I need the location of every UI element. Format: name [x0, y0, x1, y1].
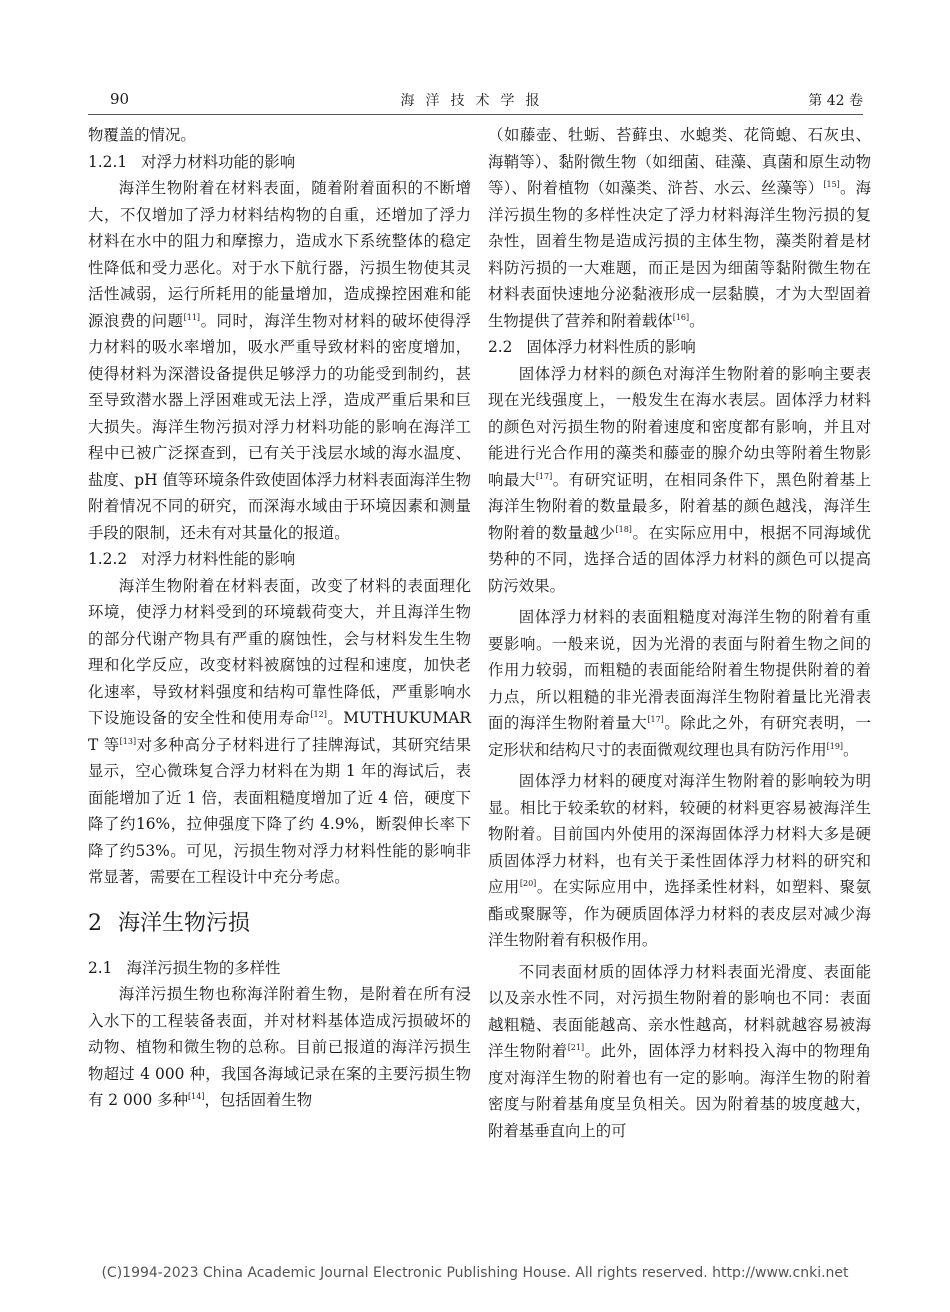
citation: [12] [310, 710, 327, 719]
text-run: 海洋生物附着在材料表面，改变了材料的表面理化环境，使浮力材料受到的环境载荷变大，并且海洋生物的部分代谢产物具有严重的腐蚀性，会与材料发生生物理和化学反应，改变材料被腐蚀的过程和速度，加快老化速率，导致材料强度和结构可靠性降低，严重影响水下设施设备的安全性和使用寿命 [88, 576, 471, 727]
section-number: 1.2.1 [88, 152, 128, 171]
text-run: 海洋污损生物也称海洋附着生物，是附着在所有浸入水下的工程装备表面，并对材料基体造成污损破坏的动物、植物和微生物的总称。目前已报道的海洋污损生物超过 4 000 种，我国各海域记录在案的主要污损生物有 2 000 多种 [88, 985, 471, 1109]
text-run: 。海洋污损生物的多样性决定了浮力材料海洋生物污损的复杂性，固着生物是造成污损的主体生物，藻类附着是材料防污损的一大难题，而正是因为细菌等黏附微生物在材料表面快速地分泌黏液形成一层黏膜，才为大型固着生物提供了营养和附着载体 [488, 179, 871, 330]
section-title: 对浮力材料性能的影响 [141, 550, 296, 568]
section-heading-2 [88, 909, 471, 939]
section-heading-1-2-2 [88, 546, 471, 573]
text-run: 。在实际应用中，根据不同海域优势种的不同，选择合适的固体浮力材料的颜色可以提高防污效果。 [488, 523, 871, 595]
paragraph [88, 573, 471, 891]
citation: [15] [823, 180, 840, 189]
text-run: 固体浮力材料的表面粗糙度对海洋生物的附着有重要影响。一般来说，因为光滑的表面与附着生物之间的作用力较弱，而粗糙的表面能给附着生物提供附着的着力点，所以粗糙的非光滑表面海洋生物附着量比光滑表面的海洋生物附着量大 [488, 608, 871, 732]
running-header [88, 86, 863, 112]
section-title: 海洋污损生物的多样性 [126, 958, 281, 977]
citation: [19] [826, 741, 844, 751]
citation: [20] [519, 879, 537, 888]
section-number: 2.1 [88, 958, 113, 977]
section-title: 海洋生物污损 [118, 910, 251, 936]
text-run: 。在实际应用中，选择柔性材料，如塑料、聚氨酯或聚脲等，作为硬质固体浮力材料的表皮层对减少海洋生物附着有积极作用。 [488, 878, 871, 949]
journal-title: 海洋技术学报 [400, 93, 551, 109]
text-run: 。除此之外，有研究表明，一定形状和结构尺寸的表面微观纹理也具有防污作用 [488, 714, 871, 759]
copyright-footer: (C)1994-2023 China Academic Journal Electronic Publishing House. All rights reserved. http://www.cnki.net [101, 1265, 849, 1281]
section-title: 对浮力材料功能的影响 [141, 152, 296, 171]
citation: [14] [188, 1092, 205, 1101]
paragraph-continued [488, 122, 871, 334]
citation: [11] [183, 312, 201, 322]
citation: [18] [615, 524, 632, 534]
volume-label: 第 42 卷 [808, 93, 863, 109]
text-run: 。 [843, 740, 859, 759]
section-heading-1-2-1 [88, 149, 471, 176]
text-run: 海洋生物附着在材料表面，随着附着面积的不断增大，不仅增加了浮力材料结构物的自重，还增加了浮力材料在水中的阻力和摩擦力，造成水下系统整体的稳定性降低和受力恶化。对于水下航行器，污损生物使其灵活性减弱，运行所耗用的能量增加，造成操控困难和能源浪费的问题 [88, 179, 471, 330]
paragraph [488, 604, 871, 763]
citation: [17] [535, 471, 553, 481]
text-run: 对多种高分子材料进行了挂牌海试，其研究结果显示，空心微珠复合浮力材料在为期 1 年的海试后，表面能增加了近 1 倍，表面粗糙度增加了近 4 倍，硬度下降了约16%，拉伸强度下降了约 4.9%，断裂伸长率下降了约53%。可见，污损生物对浮力材料性能的影响非常显著，需要在工程设计中充分考虑。 [88, 735, 471, 886]
citation: [13] [119, 736, 137, 746]
text-run: 。MUTHUKUMAR T 等 [88, 709, 471, 754]
paragraph [88, 175, 471, 546]
text-run: 固体浮力材料的颜色对海洋生物附着的影响主要表现在光线强度上，一般发生在海水表层。固体浮力材料的颜色对污损生物的附着速度和密度都有影响，并且对能进行光合作用的藻类和藤壶的腺介幼虫等附着生物影响最大 [488, 364, 871, 489]
paragraph [488, 361, 871, 600]
citation: [17] [647, 715, 664, 724]
text-run: 。有研究证明，在相同条件下，黑色附着基上海洋生物附着的数量最多，附着基的颜色越浅，海洋生物附着的数量越少 [488, 470, 871, 542]
section-heading-2-2 [488, 334, 871, 361]
text-run: （如藤壶、牡蛎、苔藓虫、水螅类、花筒螅、石灰虫、海鞘等）、黏附微生物（如细菌、硅藻、真菌和原生动物等）、附着植物（如藻类、浒苔、水云、丝藻等） [488, 126, 871, 197]
citation: [16] [672, 312, 690, 322]
paragraph [488, 959, 871, 1145]
section-number: 2.2 [488, 338, 513, 356]
text-run: ，包括固着生物 [204, 1091, 313, 1109]
text-run: 。同时，海洋生物对材料的破坏使得浮力材料的吸水率增加，吸水严重导致材料的密度增加，使得材料为深潜设备提供足够浮力的功能受到制约，甚至导致潜水器上浮困难或无法上浮，造成严重后果和巨大损失。海洋生物污损对浮力材料功能的影响在海洋工程中已被广泛探查到，已有关于浅层水域的海水温度、盐度、pH 值等环境条件致使固体浮力材料表面海洋生物附着情况不同的研究，而深海水域由于环境因素和测量手段的限制，还未有对其量化的报道。 [88, 311, 471, 542]
paragraph [88, 981, 471, 1114]
section-title: 固体浮力材料性质的影响 [526, 338, 696, 356]
paragraph [488, 768, 871, 954]
section-number: 1.2.2 [88, 550, 128, 568]
citation: [21] [567, 1043, 585, 1052]
text-run: 。 [689, 311, 705, 330]
text-run: 。此外，固体浮力材料投入海中的物理角度对海洋生物的附着也有一定的影响。海洋生物的附着密度与附着基角度呈负相关。因为附着基的坡度越大，附着基垂直向上的可 [488, 1042, 871, 1140]
left-column [88, 122, 471, 1114]
paragraph-continued: 物覆盖的情况。 [88, 126, 196, 144]
section-heading-2-1 [88, 955, 471, 982]
section-number: 2 [88, 910, 102, 936]
text-run: 不同表面材质的固体浮力材料表面光滑度、表面能以及亲水性不同，对污损生物附着的影响也不同：表面越粗糙、表面能越高、亲水性越高，材料就越容易被海洋生物附着 [488, 962, 871, 1060]
right-column [488, 122, 871, 1144]
header-rule [88, 114, 863, 115]
text-run: 固体浮力材料的硬度对海洋生物附着的影响较为明显。相比于较柔软的材料，较硬的材料更容易被海洋生物附着。目前国内外使用的深海固体浮力材料大多是硬质固体浮力材料，也有关于柔性固体浮力材料的研究和应用 [488, 772, 871, 896]
page-number: 90 [110, 90, 130, 108]
